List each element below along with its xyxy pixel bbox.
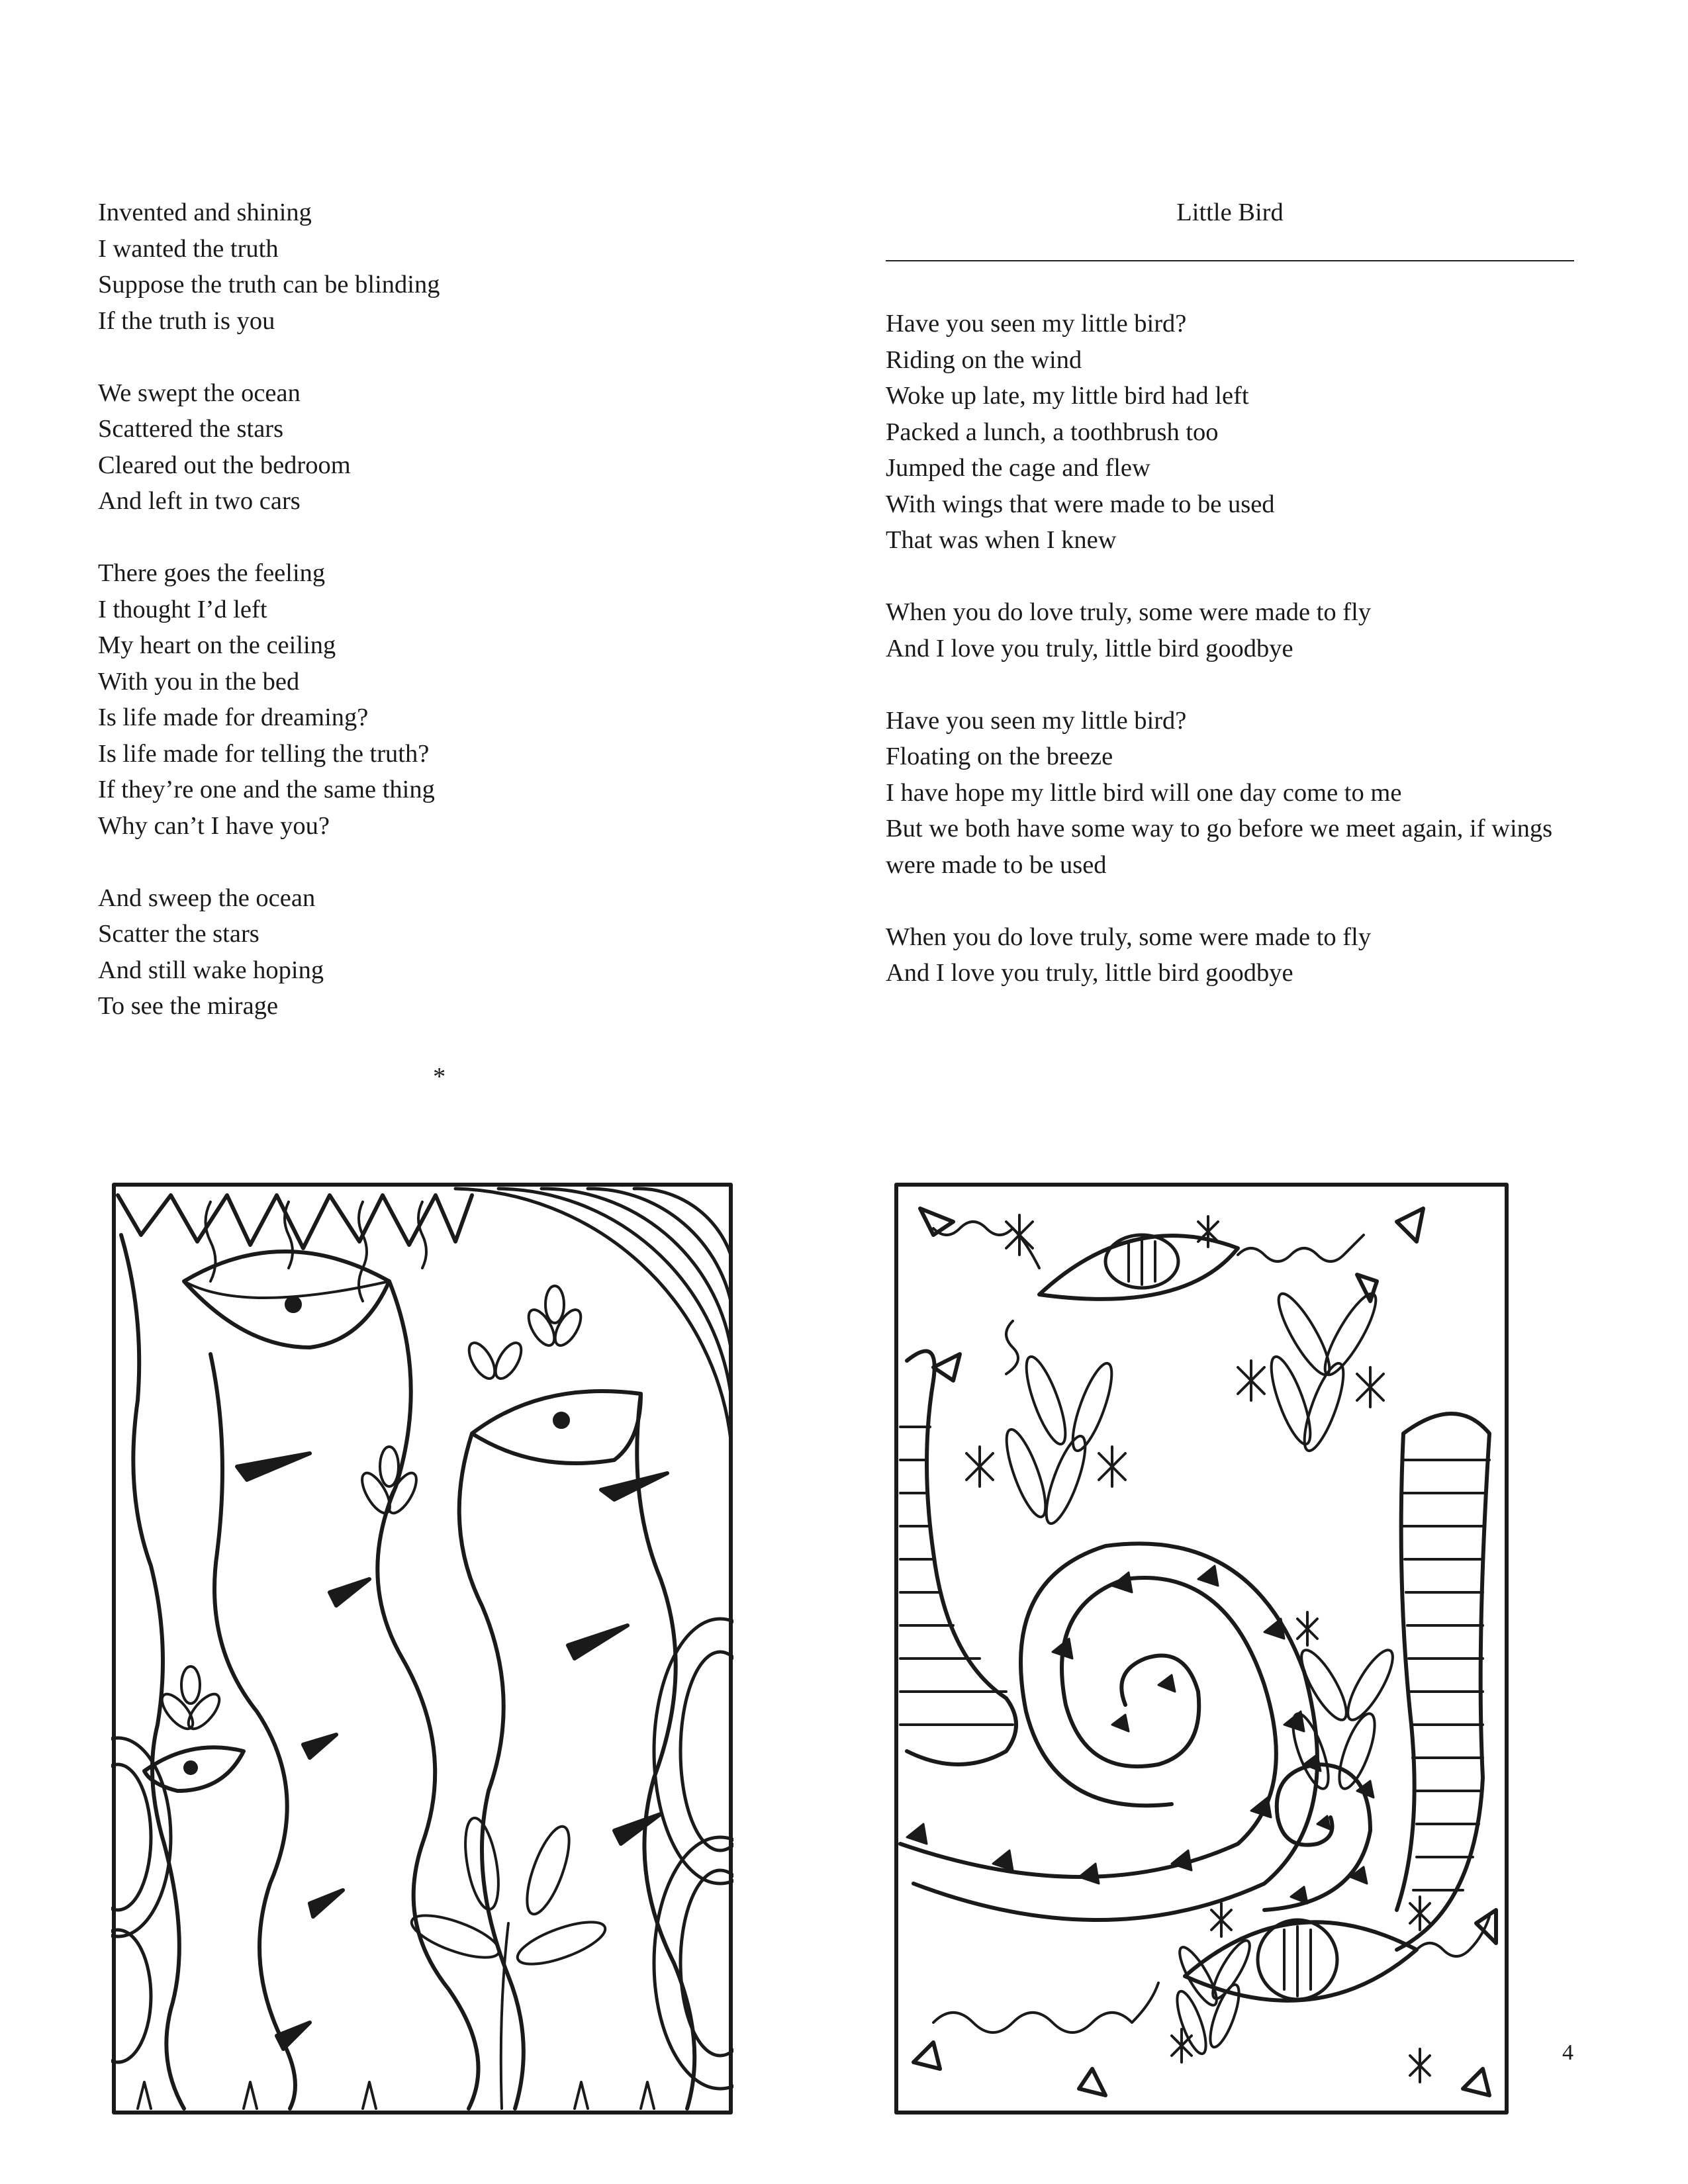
poem-line: Is life made for dreaming? xyxy=(98,704,369,731)
butterfly xyxy=(999,1353,1119,1527)
spike xyxy=(568,1625,628,1659)
poem-line: And left in two cars xyxy=(98,487,301,515)
stanza xyxy=(98,195,826,339)
asterisk-star xyxy=(966,1215,1430,2082)
poem-line: Scatter the stars xyxy=(98,920,259,948)
right-illustration-frame xyxy=(896,1185,1507,2113)
poem-line: We swept the ocean xyxy=(98,379,301,407)
vine xyxy=(285,1202,293,1268)
poem-line: Have you seen my little bird? xyxy=(886,706,1187,735)
poem-line: I thought I’d left xyxy=(98,595,267,623)
poem-line: There goes the feeling xyxy=(98,559,326,587)
poem-line: I wanted the truth xyxy=(98,234,279,263)
creature-body-left xyxy=(459,1433,524,2109)
right-illustration xyxy=(894,1182,1509,2115)
poem-line: I have hope my little bird will one day come to me xyxy=(886,778,1402,807)
poem-line: When you do love truly, some were made to fly xyxy=(886,598,1372,626)
spiral-large xyxy=(900,1578,1276,1877)
poem-line: Packed a lunch, a toothbrush too xyxy=(886,418,1219,446)
poem-line: And sweep the ocean xyxy=(98,884,316,912)
poem-line: Have you seen my little bird? xyxy=(886,310,1187,338)
creature-body-right xyxy=(637,1394,694,2109)
title-underline xyxy=(886,260,1574,261)
section-separator: * xyxy=(433,1063,446,1091)
poem-line: If they’re one and the same thing xyxy=(98,776,435,803)
spike xyxy=(303,1735,336,1758)
flower xyxy=(464,1339,526,1383)
poem-title: Little Bird xyxy=(1176,199,1284,226)
page-number: 4 xyxy=(1562,2040,1573,2065)
poem-line: Riding on the wind xyxy=(886,345,1082,374)
poem-line: And I love you truly, little bird goodbye xyxy=(886,634,1293,662)
poem-line: When you do love truly, some were made to fly xyxy=(886,923,1372,951)
poem-line: Cleared out the bedroom xyxy=(98,451,351,479)
creature-body-right xyxy=(377,1281,478,2109)
stanza xyxy=(98,880,826,1024)
triangle xyxy=(933,1354,960,1381)
poem-line: And I love you truly, little bird goodbye xyxy=(886,959,1293,987)
squiggle xyxy=(933,1983,1158,2032)
poem-line: Jumped the cage and flew xyxy=(886,454,1150,482)
poem-line: Suppose the truth can be blinding xyxy=(98,271,440,298)
poem-line: That was when I knew xyxy=(886,526,1117,554)
eye-bottom xyxy=(1185,1920,1417,2001)
right-poem xyxy=(886,306,1587,991)
stanza xyxy=(886,306,1587,559)
grass xyxy=(138,2082,654,2109)
butterfly xyxy=(1264,1288,1383,1455)
concentric-ovals-right xyxy=(654,1619,733,2089)
poem-line: But we both have some way to go before we meet again, if wings were made to be used xyxy=(886,815,1553,879)
poem-line: Floating on the breeze xyxy=(886,743,1113,770)
leaf-plant xyxy=(407,1815,610,2109)
poem-line: And still wake hoping xyxy=(98,956,324,984)
poem-line: Is life made for telling the truth? xyxy=(98,739,430,768)
triangle xyxy=(1463,2069,1489,2095)
poem-line: Invented and shining xyxy=(98,199,312,226)
triangle xyxy=(1357,1275,1377,1301)
stanza xyxy=(98,375,826,520)
squiggle xyxy=(933,1222,1039,1268)
creature-eye xyxy=(287,1298,300,1311)
triangle xyxy=(1397,1208,1423,1242)
poem-line: With you in the bed xyxy=(98,667,300,696)
stanza xyxy=(98,555,826,844)
triangle xyxy=(914,2042,940,2069)
stanza xyxy=(886,703,1587,884)
flower xyxy=(524,1286,586,1349)
stanza xyxy=(886,594,1587,666)
left-illustration-frame xyxy=(114,1185,731,2113)
creature-eye xyxy=(555,1414,568,1427)
poem-line: Woke up late, my little bird had left xyxy=(886,382,1249,410)
striped-tube-right xyxy=(1397,1414,1489,1950)
poem-line: Why can’t I have you? xyxy=(98,811,330,840)
spike xyxy=(237,1453,310,1480)
concentric-arcs-top-right xyxy=(455,1189,731,1440)
triangle xyxy=(1079,2069,1105,2095)
flower xyxy=(357,1447,422,1517)
spike xyxy=(330,1579,369,1606)
poem-line: Scattered the stars xyxy=(98,415,284,443)
spike xyxy=(614,1814,661,1844)
spike xyxy=(601,1473,667,1500)
left-poem xyxy=(98,195,826,1024)
striped-tube-left xyxy=(900,1351,1016,1764)
stanza xyxy=(886,919,1587,991)
poem-line: If the truth is you xyxy=(98,306,275,335)
left-wavy-line xyxy=(121,1235,184,2109)
poem-line: To see the mirage xyxy=(98,992,279,1020)
left-illustration xyxy=(111,1182,733,2115)
spike xyxy=(310,1890,343,1917)
poem-line: With wings that were made to be used xyxy=(886,490,1275,518)
squiggle xyxy=(1238,1235,1364,1261)
spike xyxy=(277,2023,310,2049)
poem-line: My heart on the ceiling xyxy=(98,631,336,659)
flower xyxy=(157,1666,225,1734)
